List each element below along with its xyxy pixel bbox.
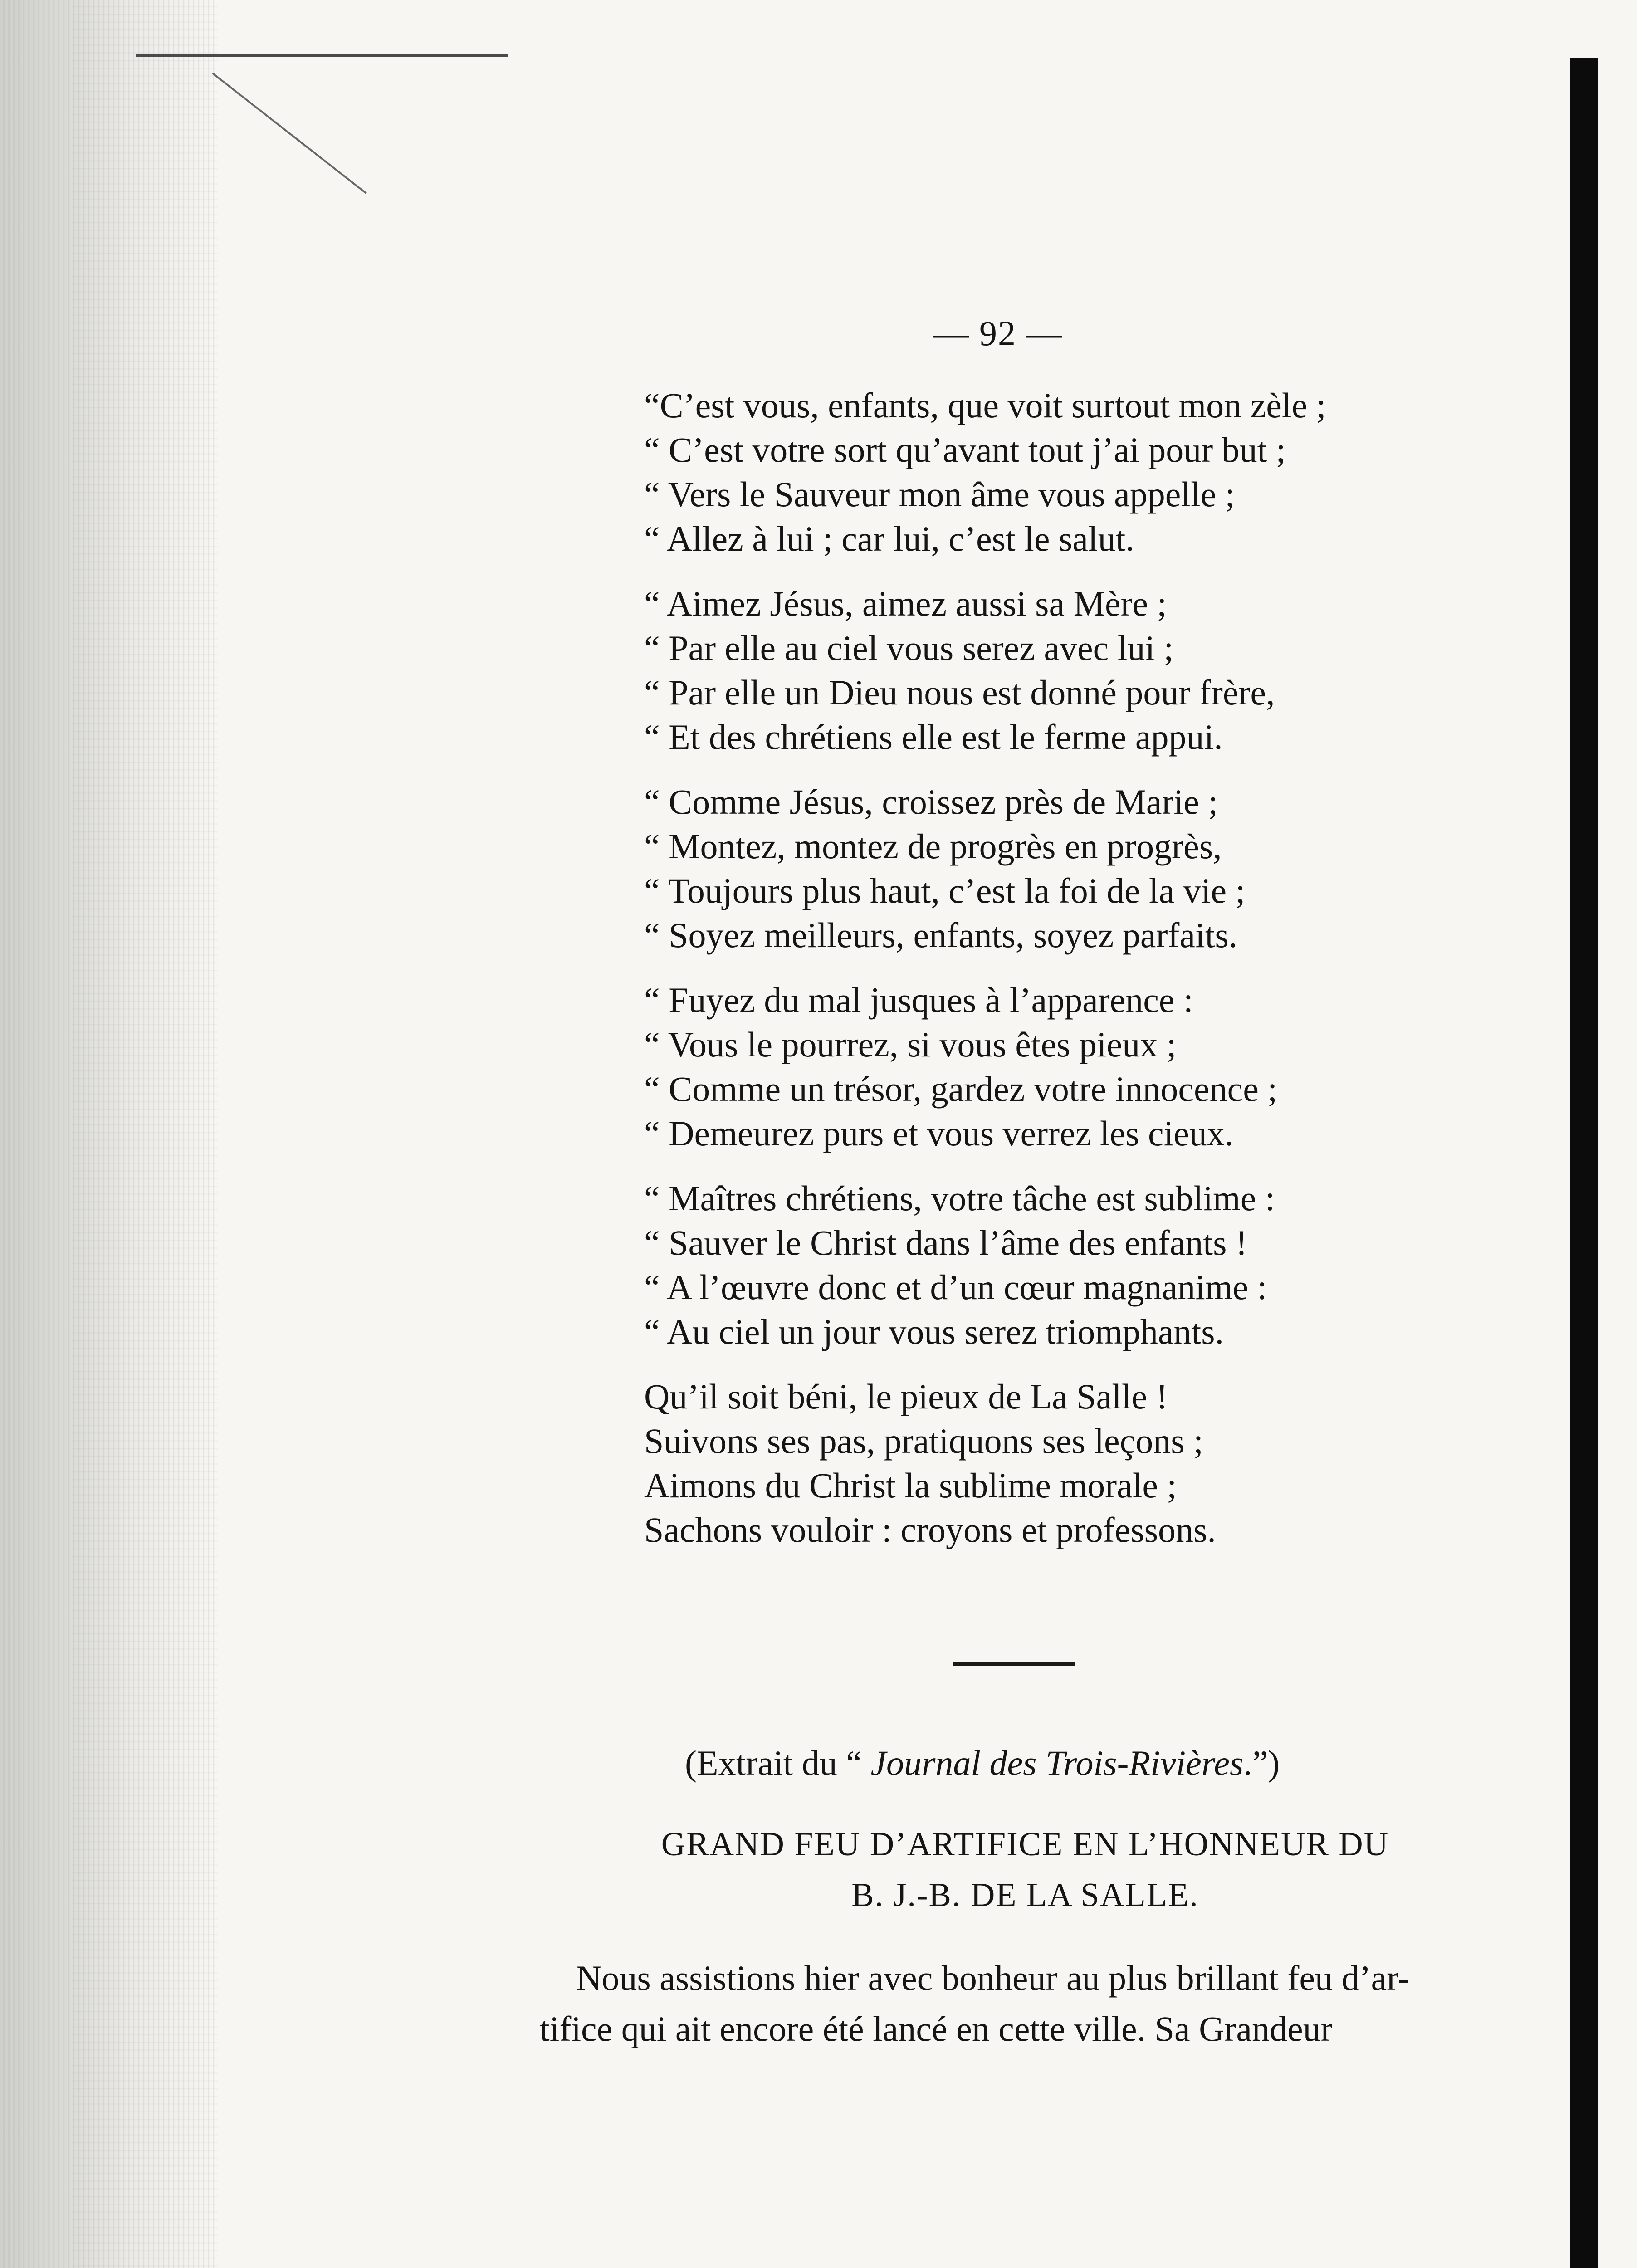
poem-line: “ C’est votre sort qu’avant tout j’ai pour but ; xyxy=(644,430,1286,469)
poem-line: “ Au ciel un jour vous serez triomphants. xyxy=(644,1312,1224,1351)
source-suffix: .”) xyxy=(1243,1743,1280,1783)
poem-line: “ Allez à lui ; car lui, c’est le salut. xyxy=(644,519,1134,558)
scan-right-edge xyxy=(1570,58,1598,2268)
scan-left-edge-texture xyxy=(73,0,218,2268)
poem-stanza xyxy=(644,978,1461,1156)
poem-line: Suivons ses pas, pratiquons ses leçons ; xyxy=(644,1421,1203,1461)
poem-line: “ Par elle au ciel vous serez avec lui ; xyxy=(644,628,1174,668)
source-attribution xyxy=(685,1741,1456,1785)
headline-line: GRAND FEU D’ARTIFICE EN L’HONNEUR DU xyxy=(661,1826,1389,1863)
poem-line: Sachons vouloir : croyons et professons. xyxy=(644,1510,1216,1549)
poem-line: “ Maîtres chrétiens, votre tâche est sublime : xyxy=(644,1178,1275,1218)
scan-corner-line xyxy=(212,73,367,194)
poem-line: “ Par elle un Dieu nous est donné pour frère, xyxy=(644,673,1275,712)
body-line: Nous assistions hier avec bonheur au plus brillant feu d’ar- xyxy=(576,1958,1410,1998)
poem-line: “C’est vous, enfants, que voit surtout mon zèle ; xyxy=(644,386,1326,425)
poem-stanza xyxy=(644,582,1461,759)
poem-line: Aimons du Christ la sublime morale ; xyxy=(644,1466,1177,1505)
headline-line: B. J.-B. DE LA SALLE. xyxy=(851,1877,1199,1914)
poem-line: “ Fuyez du mal jusques à l’apparence : xyxy=(644,980,1193,1020)
poem-line: “ Aimez Jésus, aimez aussi sa Mère ; xyxy=(644,584,1167,623)
poem-stanza xyxy=(644,1374,1461,1552)
body-line: tifice qui ait encore été lancé en cette ville. Sa Grandeur xyxy=(540,2009,1333,2048)
poem-stanza xyxy=(644,383,1461,561)
poem-line: “ Vous le pourrez, si vous êtes pieux ; xyxy=(644,1025,1177,1064)
source-title: Journal des Trois-Rivières xyxy=(870,1743,1244,1783)
poem-line: “ A l’œuvre donc et d’un cœur magnanime : xyxy=(644,1267,1267,1307)
poem-line: “ Et des chrétiens elle est le ferme appui. xyxy=(644,717,1223,757)
poem-line: “ Sauver le Christ dans l’âme des enfants ! xyxy=(644,1223,1247,1262)
poem-line: “ Toujours plus haut, c’est la foi de la vie ; xyxy=(644,871,1246,910)
poem-line: “ Comme un trésor, gardez votre innocence ; xyxy=(644,1069,1278,1109)
poem-line: “ Demeurez purs et vous verrez les cieux. xyxy=(644,1114,1234,1153)
poem-line: Qu’il soit béni, le pieux de La Salle ! xyxy=(644,1377,1168,1416)
poem-line: “ Montez, montez de progrès en progrès, xyxy=(644,826,1222,866)
article-headline xyxy=(581,1819,1470,1921)
article-body xyxy=(540,1953,1497,2054)
poem-line: “ Soyez meilleurs, enfants, soyez parfaits. xyxy=(644,915,1238,955)
poem-stanza xyxy=(644,1176,1461,1354)
poem-stanza xyxy=(644,780,1461,958)
poem xyxy=(644,383,1461,1573)
poem-line: “ Vers le Sauveur mon âme vous appelle ; xyxy=(644,474,1235,514)
poem-line: “ Comme Jésus, croissez près de Marie ; xyxy=(644,782,1218,821)
source-prefix: (Extrait du “ xyxy=(685,1743,871,1783)
section-divider xyxy=(953,1662,1075,1666)
scan-top-rule xyxy=(136,54,508,57)
page-number: — 92 — xyxy=(933,313,1063,353)
